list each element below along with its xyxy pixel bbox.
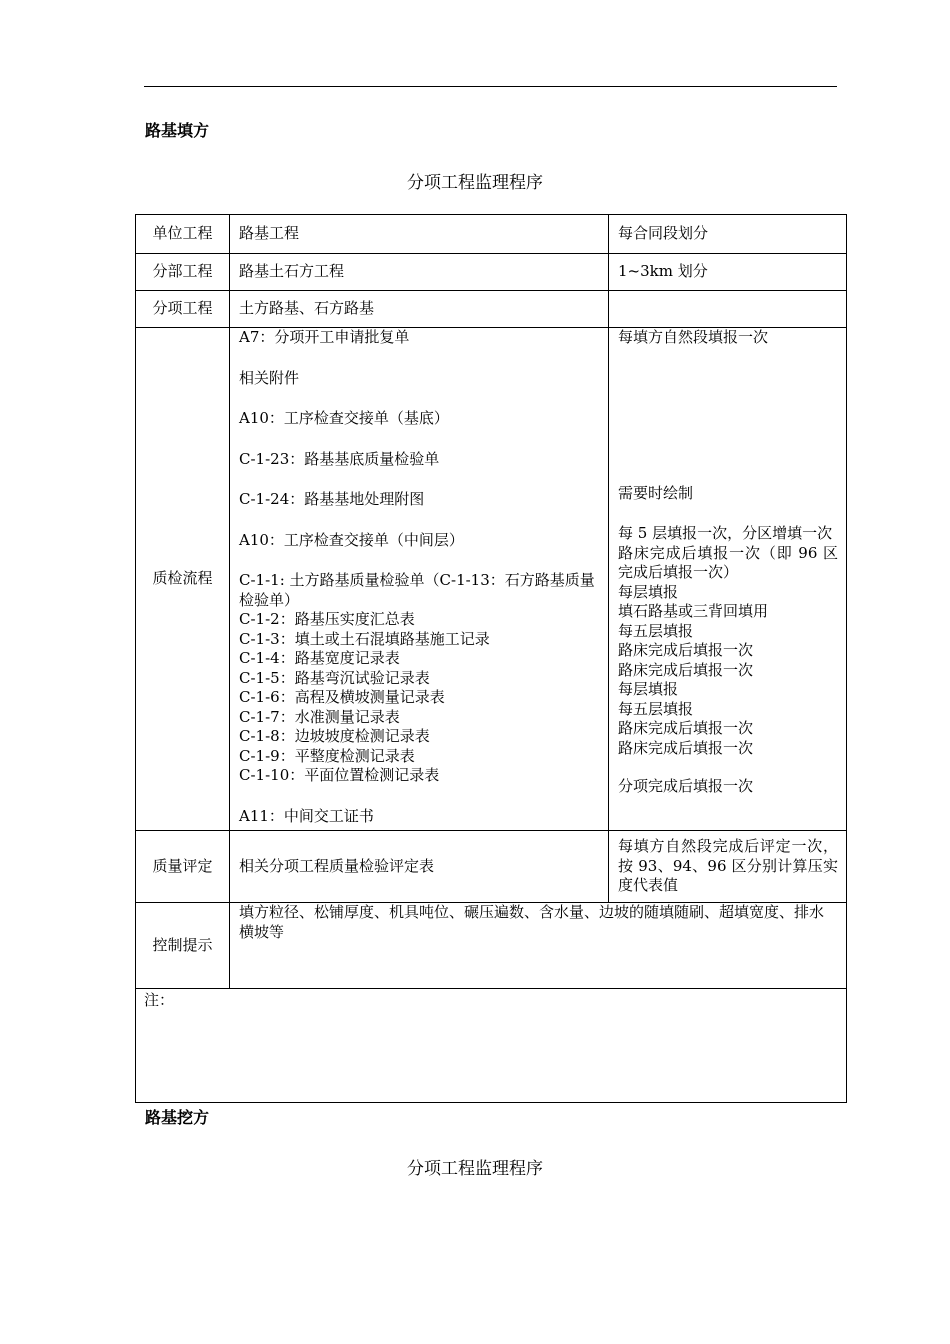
note-item: 每层填报 — [618, 582, 679, 601]
form-item: C-1-5：路基弯沉试验记录表 — [239, 668, 430, 687]
row-note — [609, 291, 847, 328]
row-label: 分项工程 — [136, 291, 230, 328]
form-item: A10：工序检查交接单（中间层） — [239, 530, 464, 549]
form-item: C-1-24：路基基地处理附图 — [239, 490, 425, 508]
control-label: 控制提示 — [136, 903, 230, 989]
quality-value: 相关分项工程质量检验评定表 — [230, 831, 609, 903]
table-row — [136, 291, 847, 328]
form-item: C-1-4：路基宽度记录表 — [239, 649, 400, 667]
note-item: 每填方自然段填报一次 — [618, 328, 769, 346]
row-value: 路基工程 — [230, 215, 609, 254]
note-item: 路床完成后填报一次 — [618, 660, 754, 679]
process-notes — [609, 328, 847, 831]
process-forms — [230, 328, 609, 831]
note-item: 路床完成后填报一次（即 96 区完成后填报一次） — [618, 543, 838, 581]
procedure-title-fill: 分项工程监理程序 — [407, 173, 543, 193]
note-label: 注： — [136, 989, 847, 1103]
form-item: C-1-10：平面位置检测记录表 — [239, 766, 440, 784]
form-item: C-1-9：平整度检测记录表 — [239, 746, 415, 765]
note-item: 路床完成后填报一次 — [618, 719, 754, 737]
row-note: 1~3km 划分 — [609, 254, 847, 291]
process-row — [136, 328, 847, 831]
note-item: 每层填报 — [618, 680, 679, 698]
form-item: C-1-1: 土方路基质量检验单（C-1-13：石方路基质量检验单） — [239, 571, 595, 609]
note-item: 每五层填报 — [618, 621, 694, 640]
row-value: 土方路基、石方路基 — [230, 291, 609, 328]
form-item: C-1-23：路基基底质量检验单 — [239, 449, 440, 468]
row-label: 分部工程 — [136, 254, 230, 291]
form-item: C-1-3：填土或土石混填路基施工记录 — [239, 629, 490, 648]
procedure-title-cut: 分项工程监理程序 — [407, 1159, 543, 1179]
note-item: 每 5 层填报一次，分区增填一次 — [618, 524, 833, 542]
header-rule — [144, 86, 837, 87]
form-item: 相关附件 — [239, 368, 300, 387]
note-item: 每五层填报 — [618, 699, 694, 718]
control-row — [136, 903, 847, 989]
section-heading-cut: 路基挖方 — [145, 1108, 210, 1127]
form-item: C-1-2：路基压实度汇总表 — [239, 610, 415, 628]
row-value: 路基土石方工程 — [230, 254, 609, 291]
note-item: 路床完成后填报一次 — [618, 738, 754, 757]
row-label: 单位工程 — [136, 215, 230, 254]
form-item: C-1-8：边坡坡度检测记录表 — [239, 727, 430, 745]
note-item: 路床完成后填报一次 — [618, 641, 754, 659]
table-row — [136, 254, 847, 291]
form-item: C-1-7：水准测量记录表 — [239, 707, 400, 726]
form-item: A10：工序检查交接单（基底） — [239, 409, 449, 427]
quality-row — [136, 831, 847, 903]
note-item: 分项完成后填报一次 — [618, 777, 754, 795]
quality-label: 质量评定 — [136, 831, 230, 903]
quality-note: 每填方自然段完成后评定一次，按 93、94、96 区分别计算压实度代表值 — [609, 831, 847, 903]
section-heading-fill: 路基填方 — [145, 121, 210, 140]
form-item: C-1-6：高程及横坡测量记录表 — [239, 688, 445, 706]
form-item: A7：分项开工申请批复单 — [239, 328, 410, 346]
note-row — [136, 989, 847, 1103]
table-row — [136, 215, 847, 254]
procedure-table — [135, 214, 847, 1103]
process-label: 质检流程 — [136, 328, 230, 831]
row-note: 每合同段划分 — [609, 215, 847, 254]
note-item: 填石路基或三背回填用 — [618, 602, 769, 620]
control-text: 填方粒径、松铺厚度、机具吨位、碾压遍数、含水量、边坡的随填随刷、超填宽度、排水横坡等 — [230, 903, 847, 989]
note-item: 需要时绘制 — [618, 483, 694, 502]
form-item: A11：中间交工证书 — [239, 806, 374, 825]
